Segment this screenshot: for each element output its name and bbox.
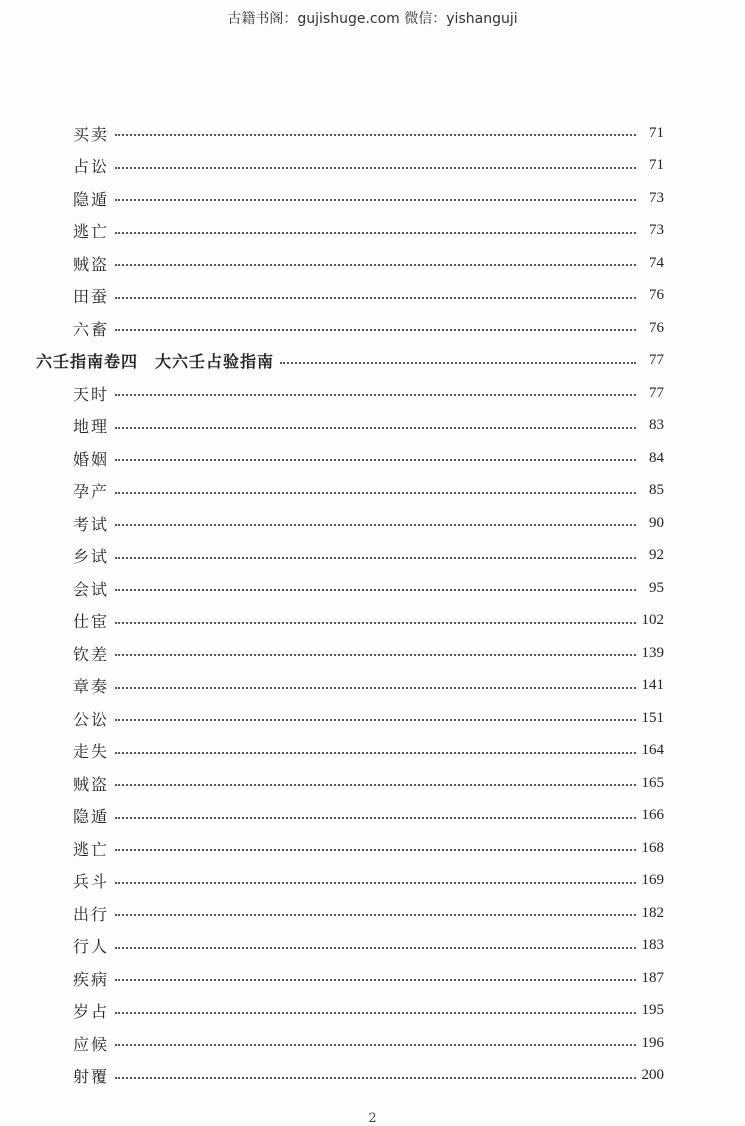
- toc-entry-title: 天时: [73, 384, 110, 404]
- toc-entry: [36, 475, 664, 508]
- toc-entry: [36, 832, 664, 865]
- toc-entry-page: 139: [641, 644, 664, 661]
- watermark-header: 古籍书阁：gujishuge.com 微信：yishanguji: [227, 11, 518, 27]
- toc-entry-page: 74: [649, 254, 664, 271]
- toc-entry: [36, 150, 664, 183]
- toc-entry-title: 仕宦: [73, 612, 110, 632]
- toc-chapter-heading: [36, 345, 664, 378]
- toc-entry-title: 会试: [73, 579, 110, 599]
- toc-entry: [36, 540, 664, 573]
- toc-entry: [36, 1027, 664, 1060]
- dot-leader: [115, 297, 636, 299]
- toc-entry: [36, 507, 664, 540]
- toc-entry-page: 76: [649, 319, 664, 336]
- toc-entry-page: 183: [641, 937, 664, 954]
- toc-entry-page: 151: [641, 709, 664, 726]
- page-number: 2: [368, 1111, 377, 1126]
- dot-leader: [115, 589, 636, 591]
- dot-leader: [115, 557, 636, 559]
- dot-leader: [115, 1077, 636, 1079]
- dot-leader: [115, 654, 636, 656]
- toc-entry-page: 73: [649, 189, 664, 206]
- toc-entry-title: 隐遁: [73, 807, 110, 827]
- toc-entry: [36, 800, 664, 833]
- dot-leader: [280, 362, 636, 364]
- toc-entry-page: 71: [649, 157, 664, 174]
- toc-entry-title: 逃亡: [73, 222, 110, 242]
- toc-entry-title: 射覆: [73, 1067, 110, 1087]
- toc-entry: [36, 442, 664, 475]
- dot-leader: [115, 687, 636, 689]
- toc-entry-page: 83: [649, 417, 664, 434]
- toc-entry-title: 行人: [73, 937, 110, 957]
- toc-entry: [36, 897, 664, 930]
- toc-entry-page: 182: [641, 904, 664, 921]
- toc-entry: [36, 377, 664, 410]
- table-of-contents: [36, 117, 664, 1092]
- toc-entry-title: 钦差: [73, 644, 110, 664]
- toc-entry: [36, 670, 664, 703]
- toc-entry: [36, 735, 664, 768]
- toc-entry-page: 166: [641, 807, 664, 824]
- dot-leader: [115, 947, 636, 949]
- toc-entry-page: 102: [641, 612, 664, 629]
- toc-entry-page: 195: [641, 1002, 664, 1019]
- toc-entry-page: 141: [641, 677, 664, 694]
- toc-entry: [36, 117, 664, 150]
- toc-entry-page: 95: [649, 579, 664, 596]
- toc-entry: [36, 572, 664, 605]
- toc-entry-title: 婚姻: [73, 449, 110, 469]
- toc-entry-page: 187: [641, 969, 664, 986]
- toc-entry: [36, 182, 664, 215]
- toc-entry-page: 85: [649, 482, 664, 499]
- toc-entry-title: 走失: [73, 742, 110, 762]
- dot-leader: [115, 882, 636, 884]
- toc-entry: [36, 637, 664, 670]
- toc-entry-page: 164: [641, 742, 664, 759]
- toc-entry-page: 77: [649, 352, 664, 369]
- dot-leader: [115, 979, 636, 981]
- toc-entry-page: 77: [649, 384, 664, 401]
- toc-entry-title: 章奏: [73, 677, 110, 697]
- toc-entry-title: 公讼: [73, 709, 110, 729]
- toc-entry: [36, 865, 664, 898]
- toc-entry-title: 买卖: [73, 124, 110, 144]
- toc-entry-page: 169: [641, 872, 664, 889]
- dot-leader: [115, 232, 636, 234]
- toc-entry: [36, 767, 664, 800]
- dot-leader: [115, 264, 636, 266]
- toc-entry-title: 地理: [73, 417, 110, 437]
- toc-entry: [36, 280, 664, 313]
- dot-leader: [115, 329, 636, 331]
- dot-leader: [115, 719, 636, 721]
- toc-entry: [36, 702, 664, 735]
- toc-entry-title: 考试: [73, 514, 110, 534]
- toc-entry: [36, 995, 664, 1028]
- toc-entry: [36, 247, 664, 280]
- toc-entry-title: 六壬指南卷四 大六壬占验指南: [36, 352, 275, 372]
- toc-entry-title: 乡试: [73, 547, 110, 567]
- toc-entry-page: 168: [641, 839, 664, 856]
- dot-leader: [115, 914, 636, 916]
- toc-entry-title: 疾病: [73, 969, 110, 989]
- toc-entry-page: 196: [641, 1034, 664, 1051]
- dot-leader: [115, 394, 636, 396]
- dot-leader: [115, 1044, 636, 1046]
- toc-entry-title: 占讼: [73, 157, 110, 177]
- toc-entry: [36, 605, 664, 638]
- toc-entry-page: 92: [649, 547, 664, 564]
- dot-leader: [115, 849, 636, 851]
- dot-leader: [115, 459, 636, 461]
- toc-entry-title: 出行: [73, 904, 110, 924]
- toc-entry-title: 孕产: [73, 482, 110, 502]
- toc-entry-title: 隐遁: [73, 189, 110, 209]
- toc-entry-title: 田蚕: [73, 287, 110, 307]
- toc-entry-page: 73: [649, 222, 664, 239]
- dot-leader: [115, 134, 636, 136]
- toc-entry: [36, 215, 664, 248]
- toc-entry: [36, 1060, 664, 1093]
- toc-entry-title: 兵斗: [73, 872, 110, 892]
- toc-entry-title: 六畜: [73, 319, 110, 339]
- dot-leader: [115, 817, 636, 819]
- toc-entry-page: 84: [649, 449, 664, 466]
- toc-entry-title: 岁占: [73, 1002, 110, 1022]
- dot-leader: [115, 622, 636, 624]
- dot-leader: [115, 199, 636, 201]
- toc-entry-title: 逃亡: [73, 839, 110, 859]
- toc-entry-title: 贼盗: [73, 774, 110, 794]
- dot-leader: [115, 1012, 636, 1014]
- toc-entry-page: 71: [649, 124, 664, 141]
- toc-entry-page: 90: [649, 514, 664, 531]
- dot-leader: [115, 752, 636, 754]
- toc-entry: [36, 962, 664, 995]
- dot-leader: [115, 784, 636, 786]
- toc-entry: [36, 930, 664, 963]
- dot-leader: [115, 167, 636, 169]
- toc-entry-page: 165: [641, 774, 664, 791]
- toc-entry: [36, 312, 664, 345]
- dot-leader: [115, 524, 636, 526]
- toc-entry-title: 应候: [73, 1034, 110, 1054]
- dot-leader: [115, 427, 636, 429]
- toc-entry-page: 76: [649, 287, 664, 304]
- toc-entry-title: 贼盗: [73, 254, 110, 274]
- toc-entry: [36, 410, 664, 443]
- dot-leader: [115, 492, 636, 494]
- toc-entry-page: 200: [641, 1067, 664, 1084]
